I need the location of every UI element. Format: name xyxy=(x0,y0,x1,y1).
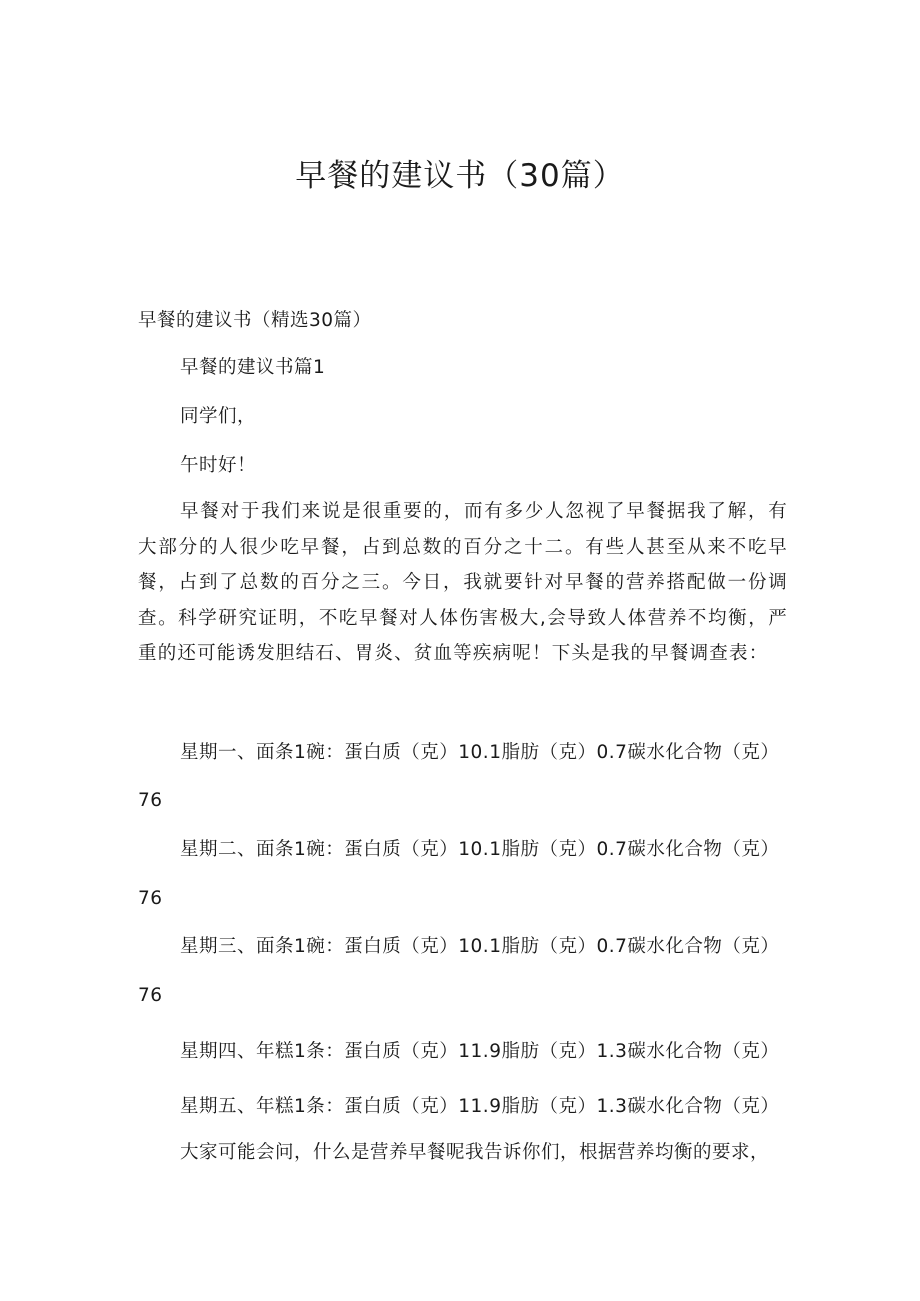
paragraph-line: 早餐对于我们来说是很重要的，而有多少人忽视了早餐据我了解，有 xyxy=(180,501,788,522)
section-heading: 早餐的建议书篇1 xyxy=(180,357,326,378)
survey-row-monday-tail: 76 xyxy=(138,790,163,811)
paragraph-line: 餐，占到了总数的百分之三。今日，我就要针对早餐的营养搭配做一份调 xyxy=(138,572,788,593)
paragraph-line: 查。科学研究证明，不吃早餐对人体伤害极大,会导致人体营养不均衡，严 xyxy=(138,607,788,629)
paragraph-line: 重的还可能诱发胆结石、胃炎、贫血等疾病呢！下头是我的早餐调查表： xyxy=(138,643,769,664)
paragraph-line: 大部分的人很少吃早餐，占到总数的百分之十二。有些人甚至从来不吃早 xyxy=(138,536,788,558)
greeting-line: 同学们， xyxy=(180,406,257,427)
survey-row-wednesday: 星期三、面条1碗：蛋白质（克）10.1脂肪（克）0.7碳水化合物（克） xyxy=(180,936,780,957)
survey-row-tuesday: 星期二、面条1碗：蛋白质（克）10.1脂肪（克）0.7碳水化合物（克） xyxy=(180,839,780,860)
document-title: 早餐的建议书（30篇） xyxy=(295,158,625,194)
survey-row-friday: 星期五、年糕1条：蛋白质（克）11.9脂肪（克）1.3碳水化合物（克） xyxy=(180,1096,780,1117)
survey-row-tuesday-tail: 76 xyxy=(138,888,163,909)
survey-row-wednesday-tail: 76 xyxy=(138,985,163,1006)
closing-line: 大家可能会问，什么是营养早餐呢我告诉你们，根据营养均衡的要求， xyxy=(180,1142,770,1163)
salutation-line: 午时好！ xyxy=(180,455,257,476)
survey-row-monday: 星期一、面条1碗：蛋白质（克）10.1脂肪（克）0.7碳水化合物（克） xyxy=(180,742,780,763)
intro-paragraph xyxy=(138,494,788,672)
document-subtitle: 早餐的建议书（精选30篇） xyxy=(138,310,372,331)
survey-row-thursday: 星期四、年糕1条：蛋白质（克）11.9脂肪（克）1.3碳水化合物（克） xyxy=(180,1041,780,1062)
